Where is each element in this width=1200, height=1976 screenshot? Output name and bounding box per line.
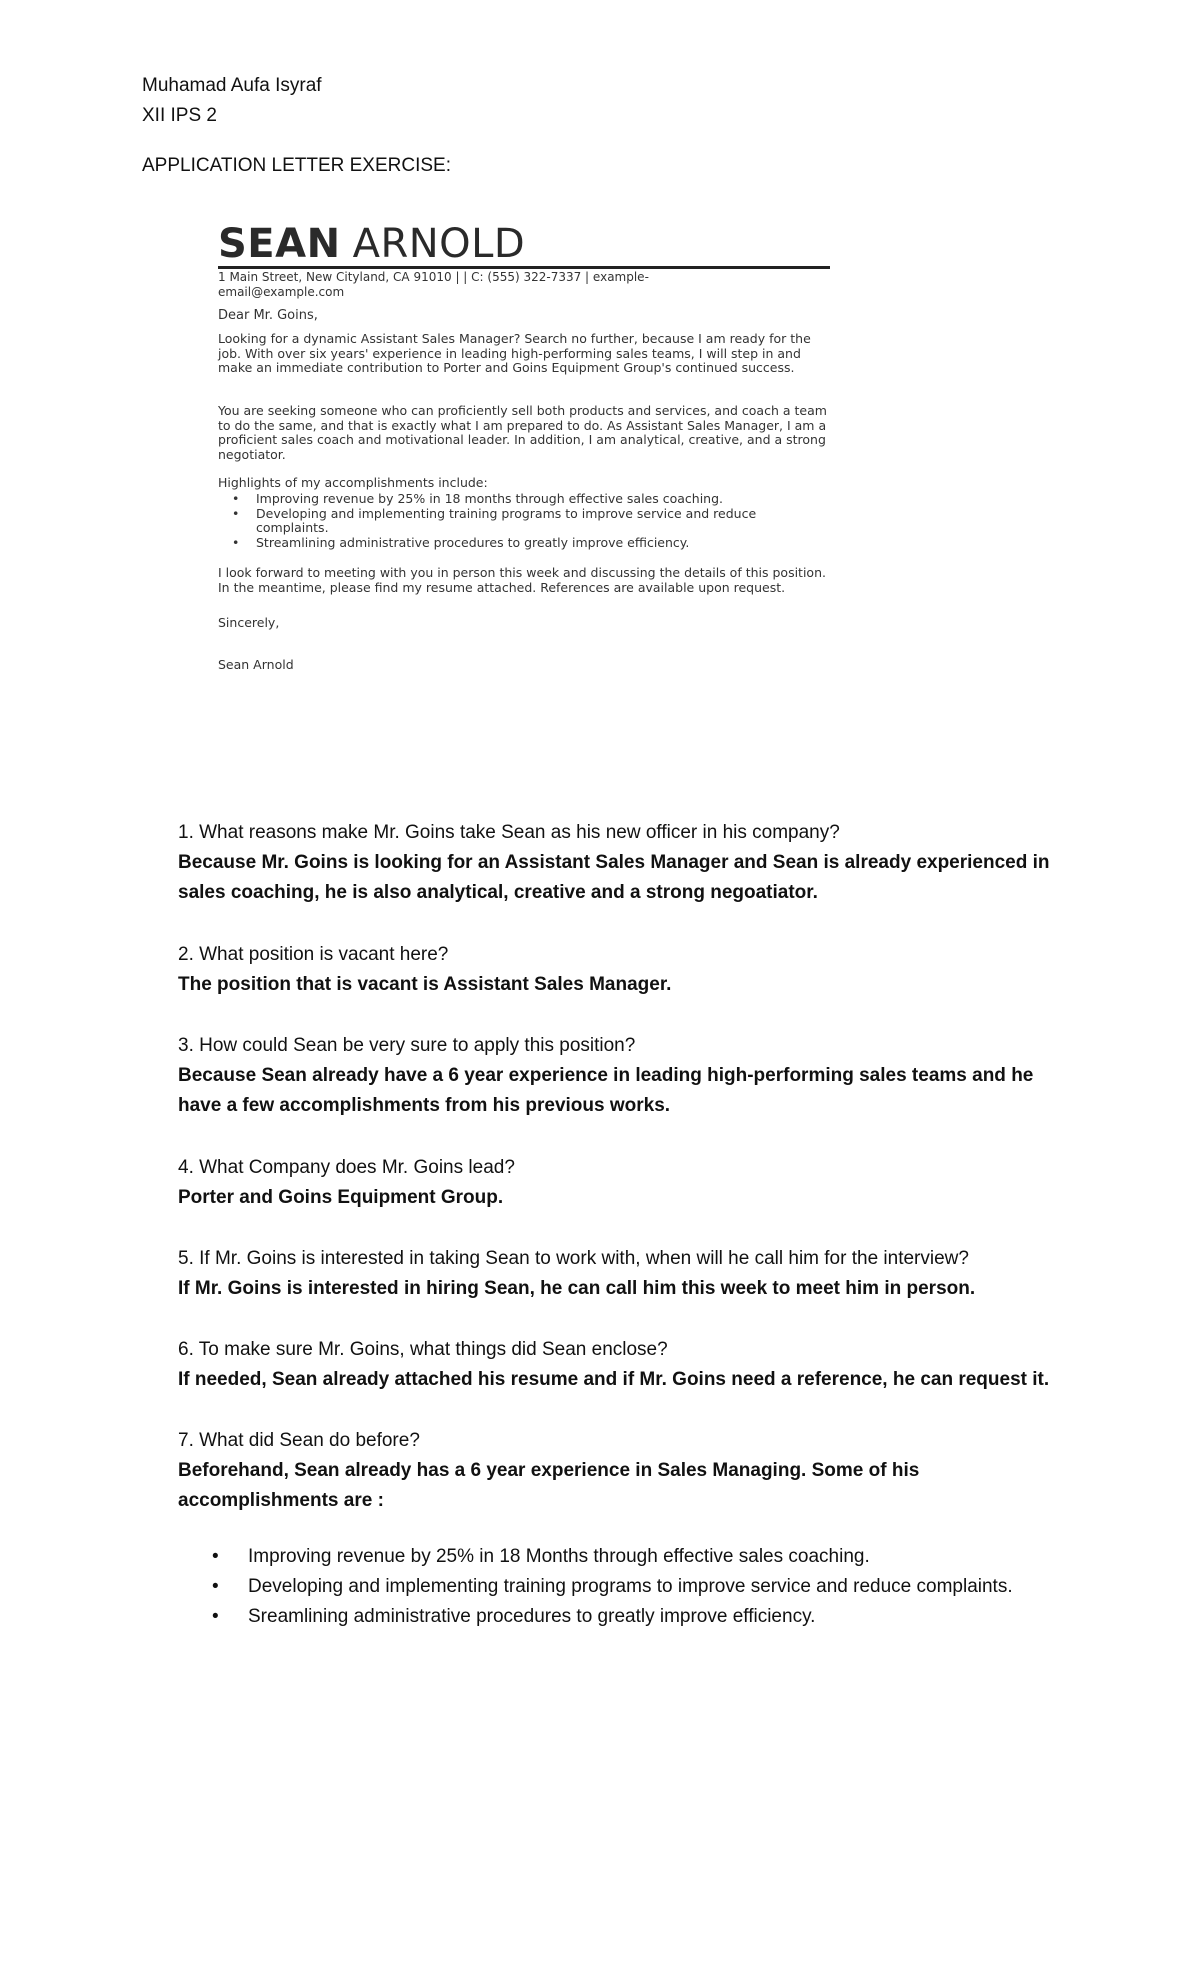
- letter-first-name: SEAN: [218, 221, 341, 267]
- question-text: 5. If Mr. Goins is interested in taking Sean to work with, when will he call him for the interview?: [178, 1248, 969, 1269]
- sample-letter-image: [218, 220, 838, 690]
- answer-text: If Mr. Goins is interested in hiring Sean, he can call him this week to meet him in person.: [178, 1278, 976, 1299]
- letter-paragraph-2: You are seeking someone who can proficiently sell both products and services, and coach a team to do the same, and that is exactly what I am prepared to do. As Assistant Sales Manager, I am a proficient sales coach and motivational leader. In addition, I am analytical, creative, and a strong negotiator.: [218, 403, 827, 462]
- bullet-icon: •: [212, 1576, 219, 1597]
- bullet-icon: •: [232, 534, 240, 550]
- question-text: 2. What position is vacant here?: [178, 944, 449, 965]
- letter-highlight-text: Developing and implementing training programs to improve service and reduce complaints.: [256, 505, 757, 536]
- letter-applicant-name: [218, 220, 525, 268]
- student-name: Muhamad Aufa Isyraf: [142, 75, 322, 96]
- accomplishment-text: Improving revenue by 25% in 18 Months through effective sales coaching.: [248, 1546, 870, 1567]
- bullet-icon: •: [232, 505, 240, 521]
- answer-text: Beforehand, Sean already has a 6 year experience in Sales Managing. Some of his accomplishments are :: [178, 1460, 920, 1511]
- letter-highlight-item: [226, 507, 826, 536]
- letter-highlights-list: [226, 492, 826, 550]
- bullet-icon: •: [232, 491, 240, 506]
- letter-signature: Sean Arnold: [218, 657, 294, 672]
- letter-closing: Sincerely,: [218, 615, 280, 630]
- letter-highlight-text: Improving revenue by 25% in 18 months through effective sales coaching.: [256, 491, 724, 506]
- question-block: [178, 1426, 1078, 1516]
- question-block: [178, 1031, 1078, 1121]
- answer-text: The position that is vacant is Assistant Sales Manager.: [178, 974, 672, 995]
- bullet-icon: •: [212, 1546, 219, 1567]
- accomplishment-text: Sreamlining administrative procedures to greatly improve efficiency.: [248, 1606, 816, 1627]
- question-block: [178, 1153, 1078, 1213]
- question-text: 3. How could Sean be very sure to apply this position?: [178, 1035, 636, 1056]
- accomplishments-list: [210, 1542, 1090, 1632]
- answer-text: Porter and Goins Equipment Group.: [178, 1187, 504, 1208]
- question-block: [178, 940, 1078, 1000]
- question-text: 7. What did Sean do before?: [178, 1430, 420, 1451]
- exercise-title: APPLICATION LETTER EXERCISE:: [142, 155, 452, 176]
- letter-highlight-item: [226, 536, 826, 551]
- student-class: XII IPS 2: [142, 105, 217, 126]
- list-item: [210, 1602, 1090, 1632]
- question-block: [178, 1335, 1078, 1395]
- question-text: 1. What reasons make Mr. Goins take Sean as his new officer in his company?: [178, 822, 840, 843]
- letter-highlights-intro: Highlights of my accomplishments include:: [218, 475, 488, 490]
- list-item: [210, 1542, 1090, 1572]
- list-item: [210, 1572, 1090, 1602]
- question-block: [178, 818, 1078, 908]
- letter-highlight-text: Streamlining administrative procedures to greatly improve efficiency.: [256, 534, 690, 550]
- letter-divider: [218, 266, 830, 269]
- letter-greeting: Dear Mr. Goins,: [218, 308, 318, 323]
- question-block: [178, 1244, 1078, 1304]
- letter-paragraph-3: I look forward to meeting with you in person this week and discussing the details of this position. In the meantime, please find my resume attached. References are available upon request.: [218, 565, 826, 595]
- question-text: 4. What Company does Mr. Goins lead?: [178, 1157, 515, 1178]
- question-text: 6. To make sure Mr. Goins, what things did Sean enclose?: [178, 1339, 668, 1360]
- bullet-icon: •: [212, 1606, 219, 1627]
- letter-highlight-item: [226, 492, 826, 507]
- letter-paragraph-1: Looking for a dynamic Assistant Sales Manager? Search no further, because I am ready for the job. With over six years' experience in leading high-performing sales teams, I will step in and make an immediate contribution to Porter and Goins Equipment Group's continued success.: [218, 331, 811, 376]
- answer-text: Because Mr. Goins is looking for an Assistant Sales Manager and Sean is already experienced in sales coaching, he is also analytical, creative and a strong negoatiator.: [178, 852, 1050, 903]
- answer-text: If needed, Sean already attached his resume and if Mr. Goins need a reference, he can request it.: [178, 1369, 1050, 1390]
- letter-last-name: ARNOLD: [352, 221, 526, 267]
- accomplishment-text: Developing and implementing training programs to improve service and reduce complaints.: [248, 1576, 1013, 1597]
- answer-text: Because Sean already have a 6 year experience in leading high-performing sales teams and he have a few accomplishments from his previous works.: [178, 1065, 1034, 1116]
- letter-contact-info: 1 Main Street, New Cityland, CA 91010 | | C: (555) 322-7337 | example-email@example.com: [218, 270, 649, 299]
